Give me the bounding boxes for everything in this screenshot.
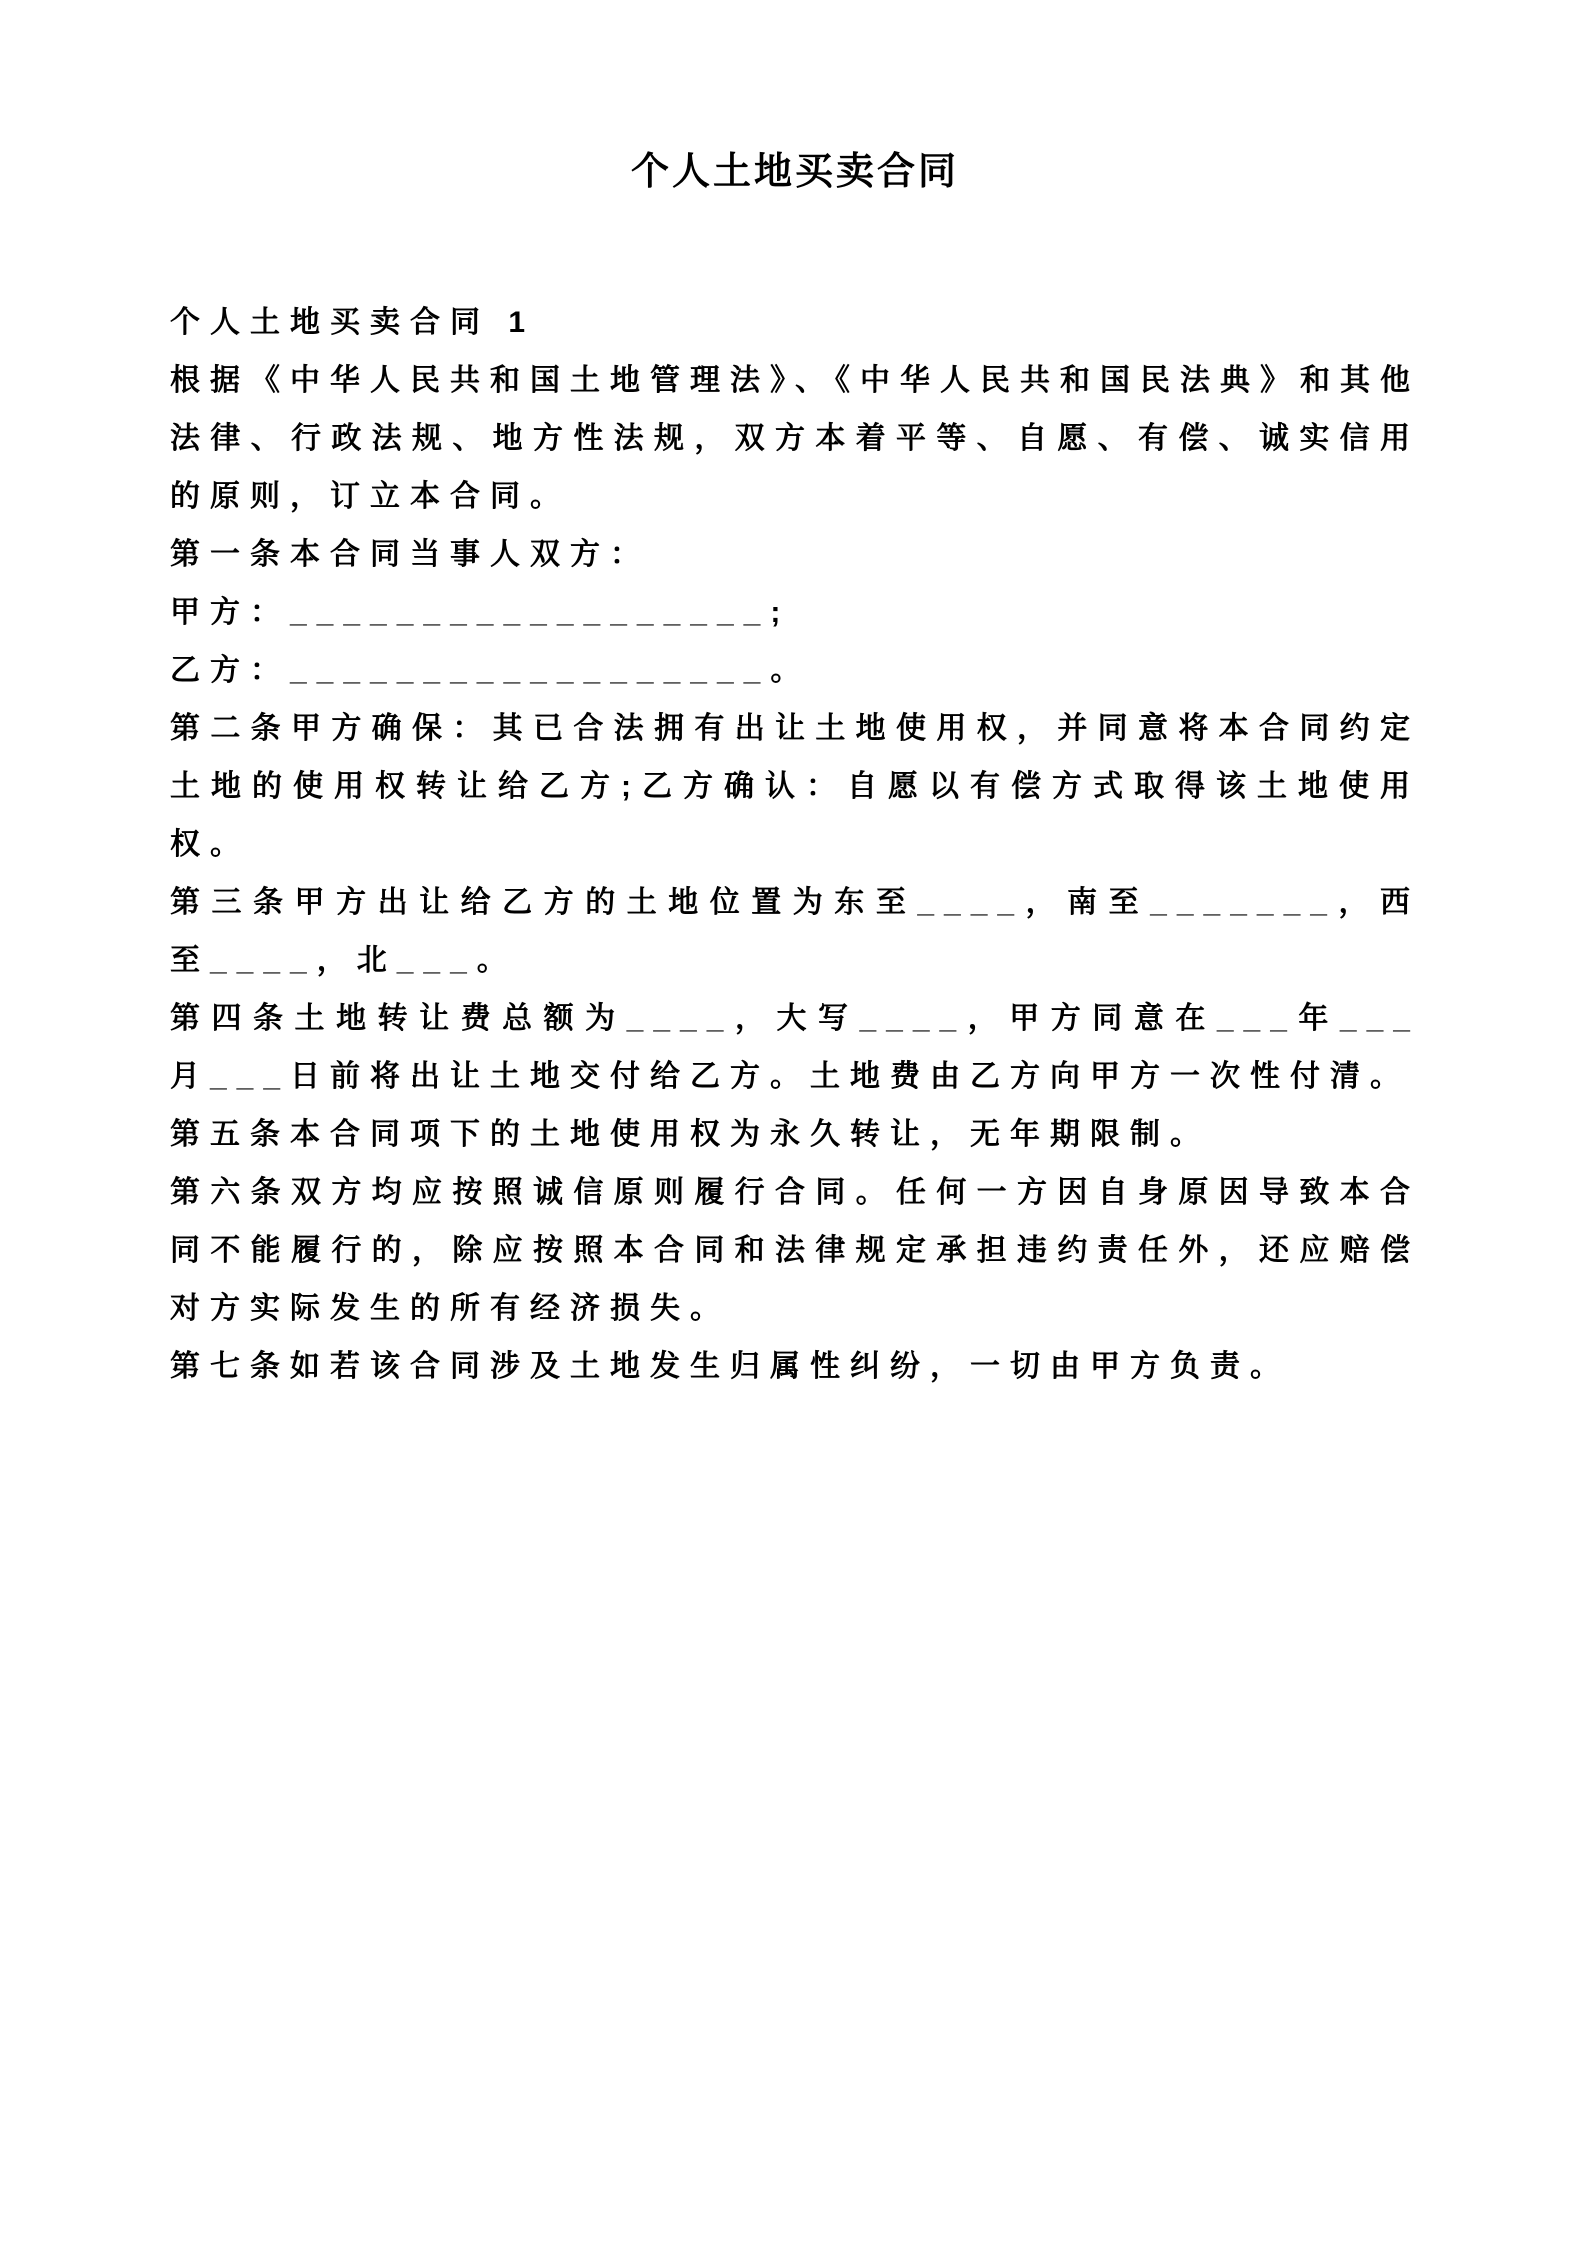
clause-1-parties-heading: 第一条本合同当事人双方： — [170, 537, 650, 571]
paragraph-preamble: 根据《中华人民共和国土地管理法》、《中华人民共和国民法典》和其他法律、行政法规、地方性法规，双方本着平等、自愿、有偿、诚实信用的原则，订立本合同。 — [170, 363, 1420, 513]
paragraph-subtitle: 个人土地买卖合同 1 — [170, 305, 536, 339]
clause-7-dispute-liability: 第七条如若该合同涉及土地发生归属性纠纷，一切由甲方负责。 — [170, 1349, 1290, 1383]
clause-6-good-faith: 第六条双方均应按照诚信原则履行合同。任何一方因自身原因导致本合同不能履行的，除应按照本合同和法律规定承担违约责任外，还应赔偿对方实际发生的所有经济损失。 — [170, 1175, 1420, 1325]
clause-5-permanent-transfer: 第五条本合同项下的土地使用权为永久转让，无年期限制。 — [170, 1117, 1210, 1151]
document-body — [170, 294, 1420, 1396]
clause-4-transfer-fee: 第四条土地转让费总额为____，大写____，甲方同意在___年___月___日前将出让土地交付给乙方。土地费由乙方向甲方一次性付清。 — [170, 1001, 1420, 1093]
clause-2-guarantee: 第二条甲方确保：其已合法拥有出让土地使用权，并同意将本合同约定土地的使用权转让给乙方;乙方确认：自愿以有偿方式取得该土地使用权。 — [170, 711, 1420, 861]
party-a-blank-line: 甲方：__________________; — [170, 595, 791, 629]
document-title: 个人土地买卖合同 — [630, 151, 959, 193]
party-b-blank-line: 乙方：__________________。 — [170, 653, 811, 687]
clause-3-land-boundaries: 第三条甲方出让给乙方的土地位置为东至____，南至_______，西至____，北___。 — [170, 885, 1420, 977]
